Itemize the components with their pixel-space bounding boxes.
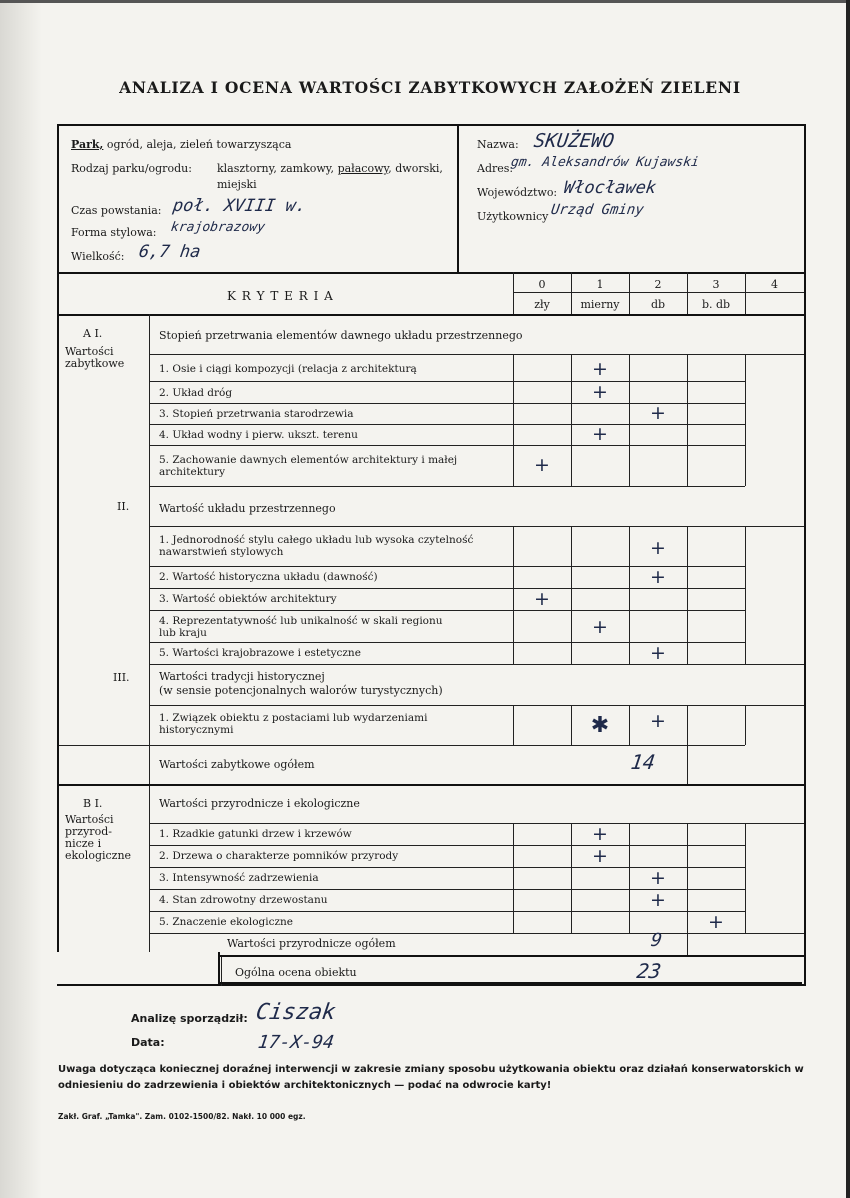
col0-num: 0: [538, 278, 546, 291]
section-b-title: Wartości przyrodnicze i ekologiczne: [159, 797, 360, 810]
section-b-code: B I.: [83, 797, 103, 810]
date-value: 17-X-94: [256, 1032, 336, 1053]
mark-a1-2: +: [592, 381, 608, 403]
grid-v-628-s3: [687, 705, 688, 745]
grid-h-298: [149, 424, 745, 425]
rodzaj-options: [217, 162, 443, 175]
grid-v-570-header: [629, 272, 630, 314]
intervention-note: Uwaga dotycząca koniecznej doraźnej interwencji w zakresie zmiany sposobu użytkowania obiektu oraz działań konserwatorskich w odniesieniu do zadrzewienia i obiektów architektonicznych — podać na odwrocie karty!: [58, 1064, 804, 1091]
mark-a1-3: +: [650, 402, 666, 424]
header-bottom-rule: [59, 314, 804, 316]
rodzaj-palacowy: pałacowy: [337, 162, 389, 175]
rodzaj-options-2: , dworski,: [388, 162, 443, 175]
grid-h-719: [149, 845, 745, 846]
section-a2-title: Wartość układu przestrzennego: [159, 502, 336, 515]
wojewodztwo-label: Województwo:: [477, 186, 558, 199]
section-a3-code: III.: [113, 671, 130, 684]
col4-num: 4: [771, 278, 778, 291]
park-underlined: Park,: [71, 138, 104, 151]
mark-a2-4: +: [592, 616, 608, 638]
nazwa-label: Nazwa:: [477, 138, 519, 151]
page-top-edge: [0, 0, 850, 3]
mark-a2-3: +: [534, 588, 550, 610]
forma-value: krajobrazowy: [169, 220, 266, 235]
grid-v-686-b: [745, 823, 746, 933]
park-type-line: [71, 138, 291, 151]
adres-value: gm. Aleksandrów Kujawski: [509, 155, 700, 170]
mark-b-4: +: [650, 889, 666, 911]
section-a-code: A I.: [83, 327, 103, 340]
grid-h-484: [149, 610, 745, 611]
grid-v-512-b: [571, 823, 572, 933]
col2-sub: db: [650, 298, 666, 311]
mark-b-3: +: [650, 867, 666, 889]
print-info: Zakł. Graf. „Tamka". Zam. 0102-1500/82. Nakł. 10 000 egz.: [58, 1112, 306, 1121]
overall-box-cutout: [57, 952, 220, 984]
left-column-rule-b: [149, 789, 150, 957]
total-b-value: 9: [649, 930, 664, 951]
date-label: Data:: [131, 1036, 165, 1049]
mark-b-5: +: [708, 911, 724, 933]
section-b-name: Wartości przyrod- nicze i ekologiczne: [65, 813, 132, 862]
criterion-a3-1: 1. Związek obiektu z postaciami lub wydarzeniami historycznymi: [159, 712, 428, 736]
left-column-rule-a: [149, 314, 150, 789]
mark-a2-1: +: [650, 537, 666, 559]
grid-v-454-s2: [513, 526, 514, 664]
criterion-a1-1: 1. Osie i ciągi kompozycji (relacja z architekturą: [159, 363, 417, 375]
czas-label: Czas powstania:: [71, 204, 162, 217]
wojewodztwo-value: Włocławek: [562, 178, 658, 198]
grid-v-512-s3: [571, 705, 572, 745]
grid-v-686-s2: [745, 526, 746, 664]
grid-h-538: [149, 664, 804, 665]
grid-v-512-header: [571, 272, 572, 314]
section-a3-title: Wartości tradycji historycznej (w sensie potencjonalnych walorów turystycznych): [159, 670, 443, 697]
total-a-label: Wartości zabytkowe ogółem: [159, 758, 315, 771]
grid-v-454-b: [513, 823, 514, 933]
total-a-value: 14: [629, 750, 657, 774]
mark-a1-1: +: [592, 358, 608, 380]
mark-b-2: +: [592, 845, 608, 867]
criterion-a2-5: 5. Wartości krajobrazowe i estetyczne: [159, 647, 361, 659]
grid-v-454-s3: [513, 705, 514, 745]
mark-a1-4: +: [592, 423, 608, 445]
overall-label: Ogólna ocena obiektu: [235, 966, 357, 979]
grid-v-454-s1: [513, 354, 514, 486]
overall-box-bottom: [218, 982, 802, 984]
total-b-label: Wartości przyrodnicze ogółem: [227, 937, 396, 950]
form-title: ANALIZA I OCENA WARTOŚCI ZABYTKOWYCH ZAŁOŻEŃ ZIELENI: [119, 78, 741, 97]
grid-v-570-s1: [629, 354, 630, 486]
czas-value: poł. XVIII w.: [171, 196, 308, 216]
criterion-b-4: 4. Stan zdrowotny drzewostanu: [159, 894, 328, 906]
form-frame: [57, 124, 806, 986]
criterion-a1-2: 2. Układ dróg: [159, 387, 233, 399]
grid-h-462: [149, 588, 745, 589]
col1-sub: mierny: [580, 298, 620, 311]
mark-b-1: +: [592, 823, 608, 845]
overall-value: 23: [635, 959, 663, 983]
grid-v-512-s1: [571, 354, 572, 486]
grid-h-400: [149, 526, 804, 527]
mark-a2-2: +: [650, 566, 666, 588]
park-type-rest: ogród, aleja, zieleń towarzysząca: [106, 138, 292, 151]
uzytkownicy-label: Użytkownicy: [477, 210, 549, 223]
header-top-rule: [59, 272, 804, 274]
wielkosc-label: Wielkość:: [71, 250, 125, 263]
info-divider: [457, 126, 459, 272]
section-a2-code: II.: [117, 500, 130, 513]
uzytkownicy-value: Urząd Gminy: [549, 202, 645, 218]
binding-strip: [0, 0, 42, 1198]
grid-h-785: [149, 911, 745, 912]
adres-label: Adres:: [477, 162, 514, 175]
grid-v-454-header: [513, 272, 514, 314]
grid-h-697: [149, 823, 804, 824]
col2-num: 2: [654, 278, 662, 291]
criterion-a2-1: 1. Jednorodność stylu całego układu lub wysoka czytelność nawarstwień stylowych: [159, 534, 474, 558]
grid-v-686-header: [745, 272, 746, 314]
overall-box-left: [218, 952, 220, 984]
section-b-top-rule: [59, 784, 804, 786]
rodzaj-label: Rodzaj parku/ogrodu:: [71, 162, 192, 175]
grid-h-807: [149, 933, 804, 934]
grid-v-570-s2: [629, 526, 630, 664]
wielkosc-value: 6,7 ha: [137, 242, 202, 262]
grid-v-570-s3: [629, 705, 630, 745]
grid-v-570-b: [629, 823, 630, 933]
criterion-a1-4: 4. Układ wodny i pierw. ukszt. terenu: [159, 429, 358, 441]
mark-a3-1: +: [650, 710, 666, 732]
grid-v-628-s1: [687, 354, 688, 486]
nazwa-value: SKUŻEWO: [532, 130, 616, 152]
criterion-b-2: 2. Drzewa o charakterze pomników przyrody: [159, 850, 399, 862]
criterion-a2-4: 4. Reprezentatywność lub unikalność w skali regionu lub kraju: [159, 615, 443, 639]
grid-v-512-s2: [571, 526, 572, 664]
mark-a3-1-scribble: ✱: [590, 713, 610, 738]
grid-h-619: [59, 745, 745, 746]
mark-a1-5: +: [534, 454, 550, 476]
criterion-a1-3: 3. Stopień przetrwania starodrzewia: [159, 408, 354, 420]
forma-label: Forma stylowa:: [71, 226, 157, 239]
mark-a2-5: +: [650, 642, 666, 664]
section-a1-title: Stopień przetrwania elementów dawnego układu przestrzennego: [159, 329, 523, 342]
grid-h-228: [149, 354, 804, 355]
criterion-a1-5: 5. Zachowanie dawnych elementów architektury i małej architektury: [159, 454, 458, 478]
criterion-a2-2: 2. Wartość historyczna układu (dawność): [159, 571, 378, 583]
grid-h-319: [149, 445, 745, 446]
col0-sub: zły: [534, 298, 550, 311]
signature-value: Ciszak: [254, 1000, 338, 1025]
kryteria-heading: K R Y T E R I A: [227, 289, 334, 303]
rodzaj-options-1: klasztorny, zamkowy,: [217, 162, 335, 175]
header-mid-rule: [513, 292, 804, 293]
section-a-name: Wartości zabytkowe: [65, 345, 125, 370]
grid-v-628-b: [687, 823, 688, 957]
grid-v-686-s1: [745, 354, 746, 486]
criterion-a2-3: 3. Wartość obiektów architektury: [159, 593, 337, 605]
grid-v-686-s3: [745, 705, 746, 745]
grid-h-360: [149, 486, 745, 487]
col3-num: 3: [712, 278, 720, 291]
grid-v-628-header: [687, 272, 688, 314]
criterion-b-3: 3. Intensywność zadrzewienia: [159, 872, 319, 884]
criterion-b-1: 1. Rzadkie gatunki drzew i krzewów: [159, 828, 352, 840]
grid-h-579: [149, 705, 804, 706]
page-right-edge: [846, 0, 850, 1198]
grid-v-628-s2: [687, 526, 688, 664]
grid-h-255: [149, 381, 745, 382]
col3-sub: b. db: [701, 298, 731, 311]
rodzaj-options-3: miejski: [217, 178, 257, 191]
signature-label: Analizę sporządził:: [131, 1012, 248, 1025]
total-a-right-rule: [687, 745, 688, 784]
col1-num: 1: [596, 278, 604, 291]
criterion-b-5: 5. Znaczenie ekologiczne: [159, 916, 294, 928]
